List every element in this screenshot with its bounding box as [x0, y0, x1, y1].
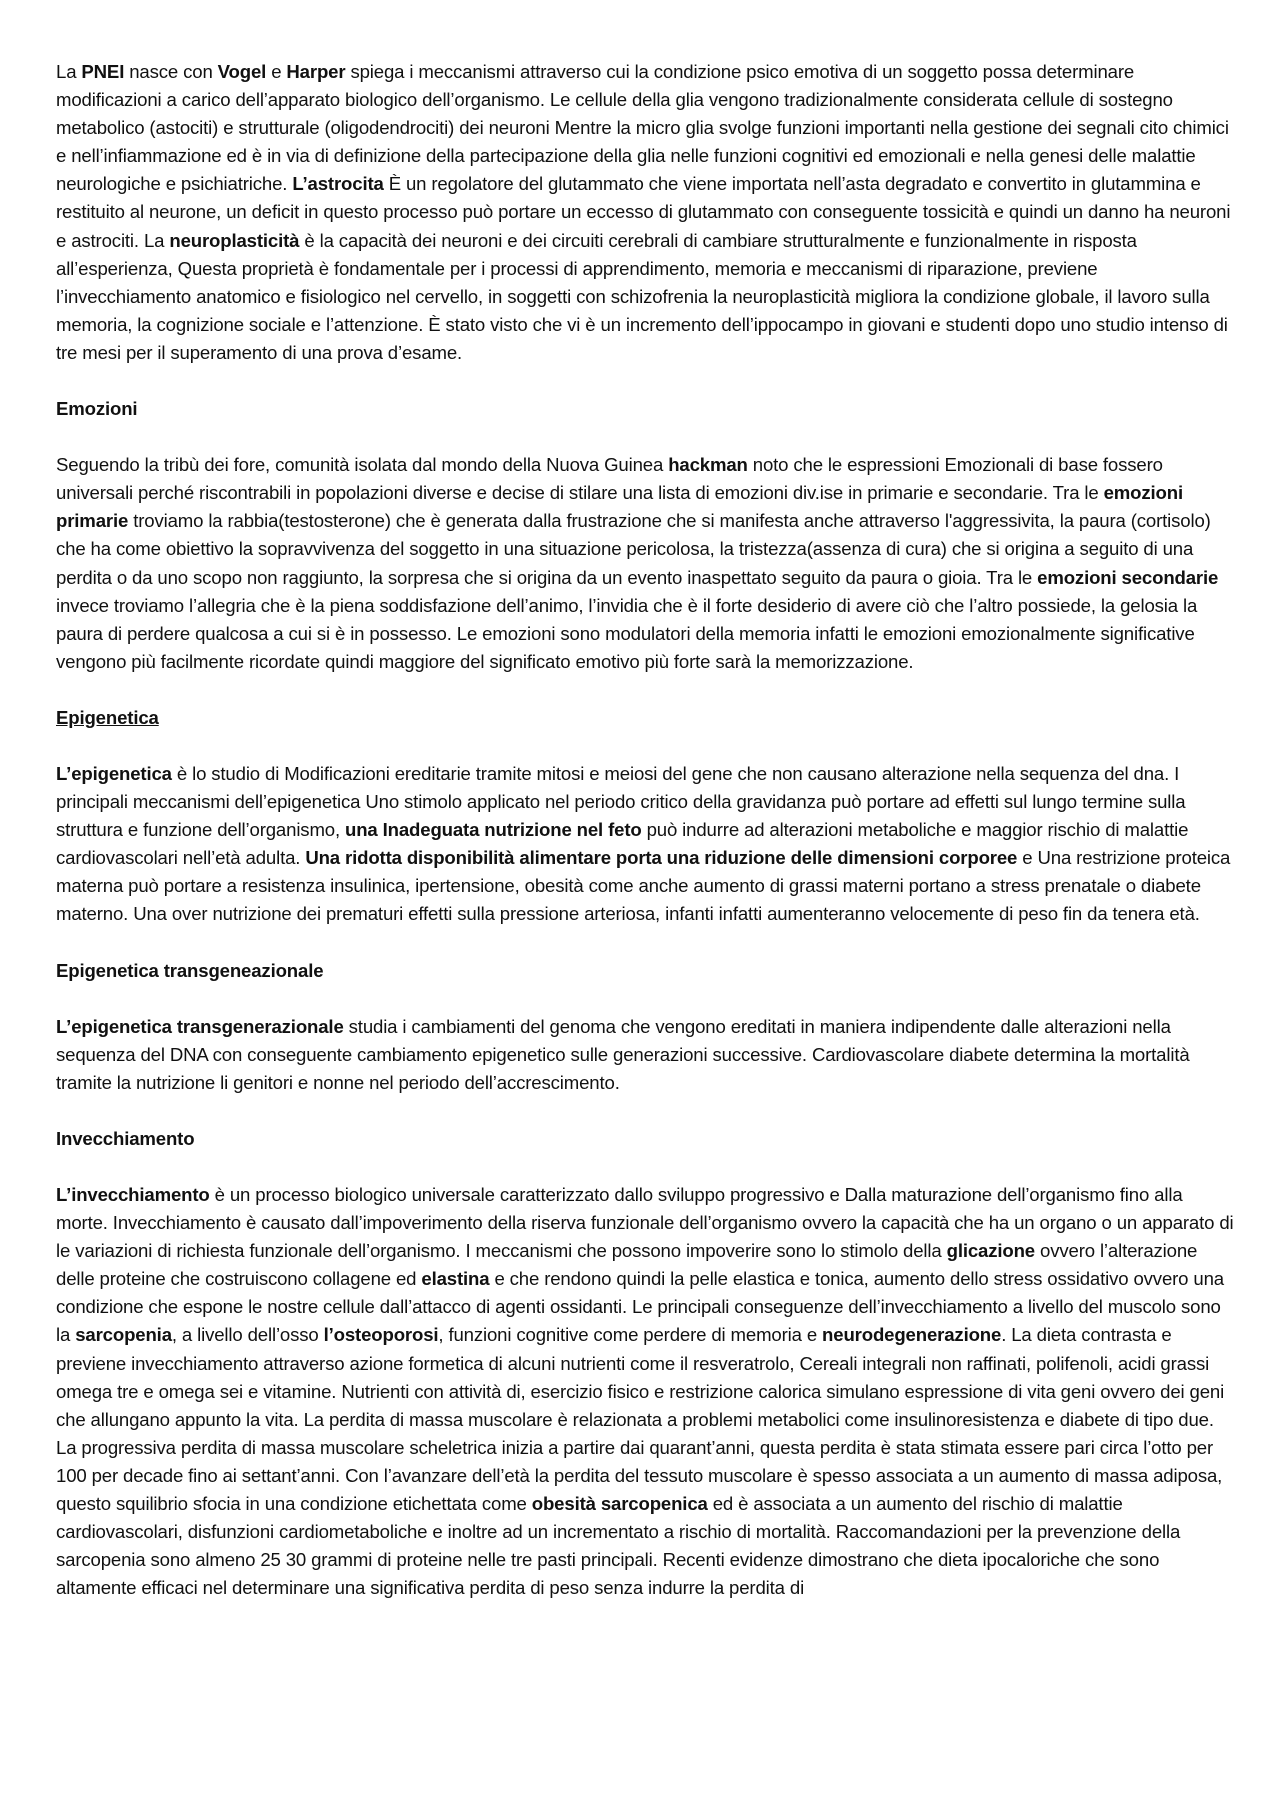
bold-term: emozioni primarie [56, 482, 1183, 532]
intro-paragraph [56, 58, 1236, 367]
bold-term: Vogel [217, 61, 267, 82]
text-run: può indurre ad alterazioni metaboliche e maggior rischio di malattie cardiovascolari nell’età adulta. [56, 819, 1189, 869]
paragraph-emozioni [56, 451, 1236, 676]
text-run: noto che le espressioni Emozionali di base fossero universali perché riscontrabili in popolazioni diverse e decise di stilare una lista di emozioni div.ise in primarie e secondarie. Tra le [56, 454, 1163, 504]
bold-term: una Inadeguata nutrizione nel feto [345, 819, 642, 841]
bold-term: hackman [668, 454, 748, 476]
bold-term: l’osteoporosi [323, 1324, 439, 1346]
bold-term: neuroplasticità [169, 229, 300, 251]
paragraph-epigenetica [56, 760, 1236, 929]
bold-term: Harper [286, 61, 346, 82]
paragraph-epigenetica-transgenerazionale [56, 1013, 1236, 1097]
bold-term: glicazione [946, 1240, 1036, 1262]
text-run: e che rendono quindi la pelle elastica e tonica, aumento dello stress ossidativo ovvero una condizione che espone le nostre cellule dall’attacco di agenti ossidanti. Le principali conseguenze dell’invecchiamento a livello del muscolo sono la [56, 1268, 1224, 1346]
bold-term: Una ridotta disponibilità alimentare porta una riduzione delle dimensioni corporee [305, 847, 1018, 869]
text-run: Seguendo la tribù dei fore, comunità isolata dal mondo della Nuova Guinea [56, 454, 669, 476]
text-run: , a livello dell’osso [171, 1324, 324, 1346]
text-run: , funzioni cognitive come perdere di memoria e [438, 1324, 823, 1346]
text-run: è un processo biologico universale caratterizzato dallo sviluppo progressivo e Dalla maturazione dell’organismo fino alla morte. Invecchiamento è causato dall’impoverimento della riserva funzionale dell’organismo ovvero la capacità che ha un organo o un apparato di le variazioni di richiesta funzionale dell’organismo. I meccanismi che possono impoverire sono lo stimolo della [56, 1184, 1234, 1262]
heading-emozioni: Emozioni [56, 398, 138, 420]
text-run: . La dieta contrasta e previene invecchiamento attraverso azione formetica di alcuni nutrienti come il resveratrolo, Cereali integrali non raffinati, polifenoli, acidi grassi omega tre e omega sei e vitamine. Nutrienti con attività di, esercizio fisico e restrizione calorica simulano espressione di vita geni ovvero dei geni che allungano appunto la vita. La perdita di massa muscolare è relazionata a problemi metabolici come insulinoresistenza e diabete di tipo due. La progressiva perdita di massa muscolare scheletrica inizia a partire dai quarant’anni, questa perdita è stata stimata essere pari circa l’otto per 100 per decade fino ai settant’anni. Con l’avanzare dell’età la perdita del tessuto muscolare è spesso associata a un aumento di massa adiposa, questo squilibrio sfocia in una condizione etichettata come [56, 1324, 1225, 1515]
text-run: e Una restrizione proteica materna può portare a resistenza insulinica, ipertensione, obesità come anche aumento di grassi materni portano a stress prenatale o diabete materno. Una over nutrizione dei prematuri effetti sulla pressione arteriosa, infanti infatti aumenteranno velocemente di peso fin da tenera età. [56, 847, 1231, 925]
text-run: È un regolatore del glutammato che viene importata nell’asta degradato e convertito in glutammina e restituito al neurone, un deficit in questo processo può portare un eccesso di glutammato con conseguente tossicità e quindi un danno ha neuroni e astrociti. La [56, 173, 1231, 251]
text-run: è lo studio di Modificazioni ereditarie tramite mitosi e meiosi del gene che non causano alterazione nella sequenza del dna. I principali meccanismi dell’epigenetica Uno stimolo applicato nel periodo critico della gravidanza può portare ad effetti sul lungo termine sulla struttura e funzione dell’organismo, [56, 762, 1186, 841]
bold-term: L’astrocita [292, 173, 384, 195]
bold-term: L’epigenetica transgenerazionale [56, 1015, 344, 1037]
text-run: e [266, 61, 287, 82]
text-run: invece troviamo l’allegria che è la piena soddisfazione dell’animo, l’invidia che è il forte desiderio di avere ciò che l’altro possiede, la gelosia la paura di perdere qualcosa a cui si è in possesso. Le emozioni sono modulatori della memoria infatti le emozioni emozionalmente significative vengono più facilmente ricordate quindi maggiore del significato emotivo più forte sarà la memorizzazione. [56, 594, 1198, 672]
bold-term: PNEI [81, 61, 125, 82]
bold-term: L’invecchiamento [56, 1184, 210, 1205]
bold-term: obesità sarcopenica [531, 1493, 708, 1515]
document-page [56, 58, 1236, 1602]
text-run: ed è associata a un aumento del rischio di malattie cardiovascolari, disfunzioni cardiometaboliche e inoltre ad un incrementato a rischio di mortalità. Raccomandazioni per la prevenzione della sarcopenia sono almeno 25 30 grammi di proteine nelle tre pasti principali. Recenti evidenze dimostrano che dieta ipocaloriche che sono altamente efficaci nel determinare una significativa perdita di peso senza indurre la perdita di [56, 1493, 1181, 1599]
text-run: La [56, 61, 82, 82]
bold-term: neurodegenerazione [822, 1324, 1002, 1346]
bold-term: L’epigenetica [56, 762, 172, 784]
text-run: spiega i meccanismi attraverso cui la condizione psico emotiva di un soggetto possa determinare modificazioni a carico dell’apparato biologico dell’organismo. Le cellule della glia vengono tradizionalmente considerata cellule di sostegno metabolico (astociti) e strutturale (oligodendrociti) dei neuroni Mentre la micro glia svolge funzioni importanti nella gestione dei segnali cito chimici e nell’infiammazione ed è in via di definizione della partecipazione della glia nelle funzioni cognitivi ed emozionali e nella genesi delle malattie neurologiche e psichiatriche. [56, 61, 1229, 195]
text-run: ovvero l’alterazione delle proteine che costruiscono collagene ed [56, 1240, 1198, 1290]
bold-term: elastina [421, 1268, 490, 1290]
heading-invecchiamento: Invecchiamento [56, 1127, 195, 1149]
heading-epigenetica: Epigenetica [56, 706, 159, 728]
bold-term: sarcopenia [75, 1324, 172, 1346]
text-run: nasce con [124, 61, 218, 82]
heading-epigenetica-transgenerazionale: Epigenetica transgeneazionale [56, 959, 324, 981]
bold-term: emozioni secondarie [1037, 566, 1219, 588]
text-run: studia i cambiamenti del genoma che vengono ereditati in maniera indipendente dalle alterazioni nella sequenza del DNA con conseguente cambiamento epigenetico sulle generazioni successive. Cardiovascolare diabete determina la mortalità tramite la nutrizione li genitori e nonne nel periodo dell’accrescimento. [56, 1015, 1190, 1093]
paragraph-invecchiamento [56, 1181, 1236, 1602]
text-run: troviamo la rabbia(testosterone) che è generata dalla frustrazione che si manifesta anche attraverso l'aggressivita, la paura (cortisolo) che ha come obiettivo la sopravvivenza del soggetto in una situazione pericolosa, la tristezza(assenza di cura) che si origina a seguito di una perdita o da uno scopo non raggiunto, la sorpresa che si origina da un evento inaspettato seguito da paura o gioia. Tra le [56, 510, 1211, 588]
text-run: è la capacità dei neuroni e dei circuiti cerebrali di cambiare strutturalmente e funzionalmente in risposta all’esperienza, Questa proprietà è fondamentale per i processi di apprendimento, memoria e meccanismi di riparazione, previene l’invecchiamento anatomico e fisiologico nel cervello, in soggetti con schizofrenia la neuroplasticità migliora la condizione globale, il lavoro sulla memoria, la cognizione sociale e l’attenzione. È stato visto che vi è un incremento dell’ippocampo in giovani e studenti dopo uno studio intenso di tre mesi per il superamento di una prova d’esame. [56, 229, 1228, 363]
